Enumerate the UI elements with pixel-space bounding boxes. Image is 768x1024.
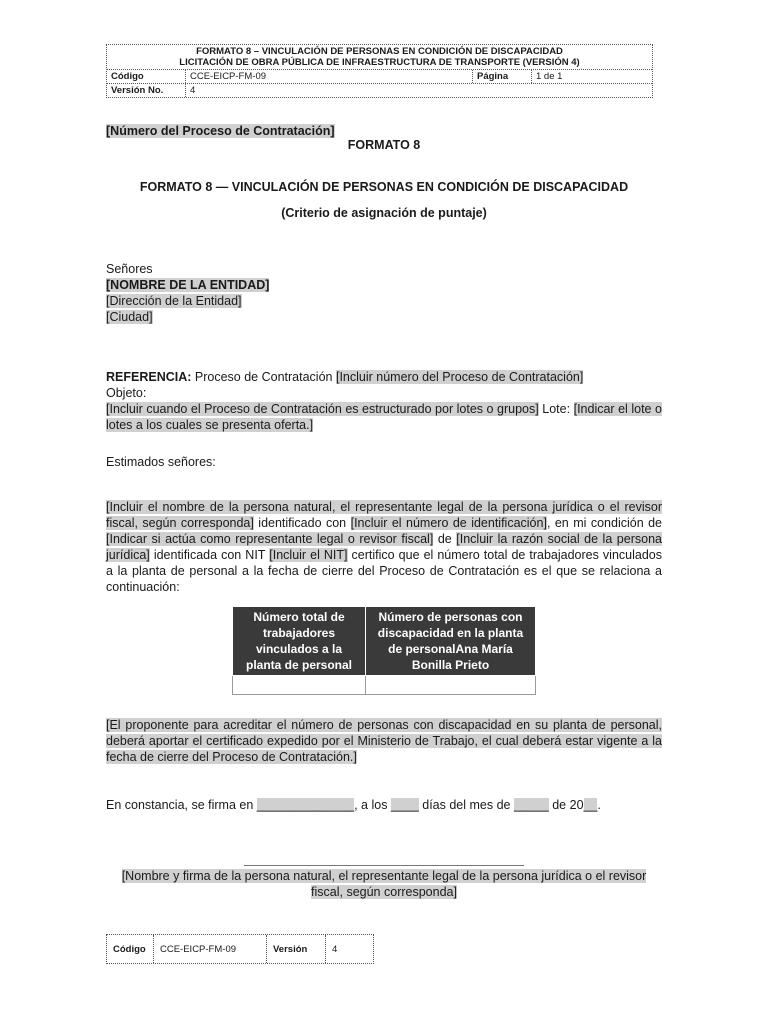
certificate-note-text: [El proponente para acreditar el número de personas con discapacidad en su planta de personal, deberá aportar el certificado expedido por el Ministerio de Trabajo, el cual deberá estar vigente a la fecha de cierre del Proceso de Contratación.] [106, 718, 662, 764]
header-code-label: Código [107, 70, 186, 83]
header-page-value: 1 de 1 [536, 71, 563, 82]
role-placeholder: [Indicar si actúa como representante legal o revisor fiscal] [106, 532, 434, 546]
header-title-line1: FORMATO 8 – VINCULACIÓN DE PERSONAS EN CONDICIÓN DE DISCAPACIDAD [196, 46, 563, 57]
signing-text-3: días del mes de [422, 798, 511, 812]
table-header-total-workers: Número total de trabajadores vinculados a la planta de personal [233, 607, 366, 676]
signature-caption-text: [Nombre y firma de la persona natural, el representante legal de la persona jurídica o el revisor fiscal, según corresponda] [121, 869, 647, 899]
reference-label: REFERENCIA: [106, 370, 192, 384]
nit-placeholder: [Incluir el NIT] [269, 548, 348, 562]
header-code-value: CCE-EICP-FM-09 [186, 70, 473, 83]
document-footer [106, 934, 374, 964]
table-cell-disabled-workers[interactable] [366, 676, 536, 695]
addressee-block [106, 261, 269, 325]
signing-year-blank[interactable]: __ [583, 798, 598, 812]
entity-address: [Dirección de la Entidad] [106, 294, 242, 308]
table-header-row [233, 607, 536, 676]
company-name-placeholder: [Incluir la razón social de la persona jurídica] [106, 532, 662, 562]
signature-line [244, 865, 524, 866]
signing-text-2: , a los [354, 798, 388, 812]
signing-month-blank[interactable]: _____ [513, 798, 549, 812]
table-cell-total-workers[interactable] [233, 676, 366, 695]
header-version-row [107, 84, 652, 97]
signing-text-4: de 20 [552, 798, 584, 812]
document-header [106, 44, 653, 98]
workers-table [232, 606, 536, 695]
signature-caption [118, 868, 650, 900]
lot-label: Lote: [542, 402, 571, 416]
format-title: FORMATO 8 [347, 138, 421, 152]
signing-statement [106, 797, 601, 813]
main-title: FORMATO 8 — VINCULACIÓN DE PERSONAS EN CONDICIÓN DE DISCAPACIDAD [139, 180, 629, 194]
header-title-line2: LICITACIÓN DE OBRA PÚBLICA DE INFRAESTRUCTURA DE TRANSPORTE (VERSIÓN 4) [179, 57, 580, 68]
footer-code-value: CCE-EICP-FM-09 [154, 935, 267, 963]
body-paragraph [106, 499, 662, 595]
body-text-2: , en mi condición de [546, 516, 662, 530]
reference-placeholder: [Incluir número del Proceso de Contratación] [335, 370, 584, 384]
header-version-label: Versión No. [107, 84, 186, 97]
lots-placeholder: [Incluir cuando el Proceso de Contratación es estructurado por lotes o grupos] [106, 402, 539, 416]
reference-block [106, 369, 662, 433]
entity-name: [NOMBRE DE LA ENTIDAD] [106, 278, 270, 292]
subtitle: (Criterio de asignación de puntaje) [281, 206, 487, 220]
object-label: Objeto: [106, 386, 147, 400]
header-version-value: 4 [190, 85, 196, 96]
header-title-row [107, 45, 652, 70]
signing-text-1: En constancia, se firma en [106, 798, 254, 812]
certificate-note [106, 717, 662, 765]
salutation: Señores [106, 262, 153, 276]
lot-placeholder: [Indicar el lote o lotes a los cuales se presenta oferta.] [106, 402, 662, 432]
table-row [233, 676, 536, 695]
body-text-4: identificada con NIT [149, 548, 270, 562]
signing-text-5: . [597, 798, 601, 812]
table-header-disabled-workers: Número de personas con discapacidad en la planta de personalAna María Bonilla Prieto [366, 607, 536, 676]
id-number-placeholder: [Incluir el número de identificación] [350, 516, 547, 530]
greeting: Estimados señores: [106, 455, 216, 469]
header-title [107, 45, 652, 69]
process-number-text: [Número del Proceso de Contratación] [106, 124, 335, 138]
body-text-5: certifico que el número total de trabajadores vinculados a la planta de personal a la fecha de cierre del Proceso de Contratación es el que se relaciona a continuación: [106, 548, 662, 594]
footer-version-value: 4 [332, 943, 338, 955]
footer-version-label: Versión [267, 935, 326, 963]
signing-days-blank[interactable]: ____ [390, 798, 419, 812]
footer-code-label: Código [107, 935, 154, 963]
signing-place-blank[interactable]: ______________ [256, 798, 355, 812]
body-text-1: identificado con [253, 516, 351, 530]
reference-text: Proceso de Contratación [194, 370, 333, 384]
person-name-placeholder: [Incluir el nombre de la persona natural, el representante legal de la persona jurídica o el revisor fiscal, según corresponda] [106, 500, 662, 530]
body-text-3: de [433, 532, 457, 546]
header-page-label: Página [473, 70, 532, 83]
header-code-row [107, 70, 652, 84]
entity-city: [Ciudad] [106, 310, 153, 324]
